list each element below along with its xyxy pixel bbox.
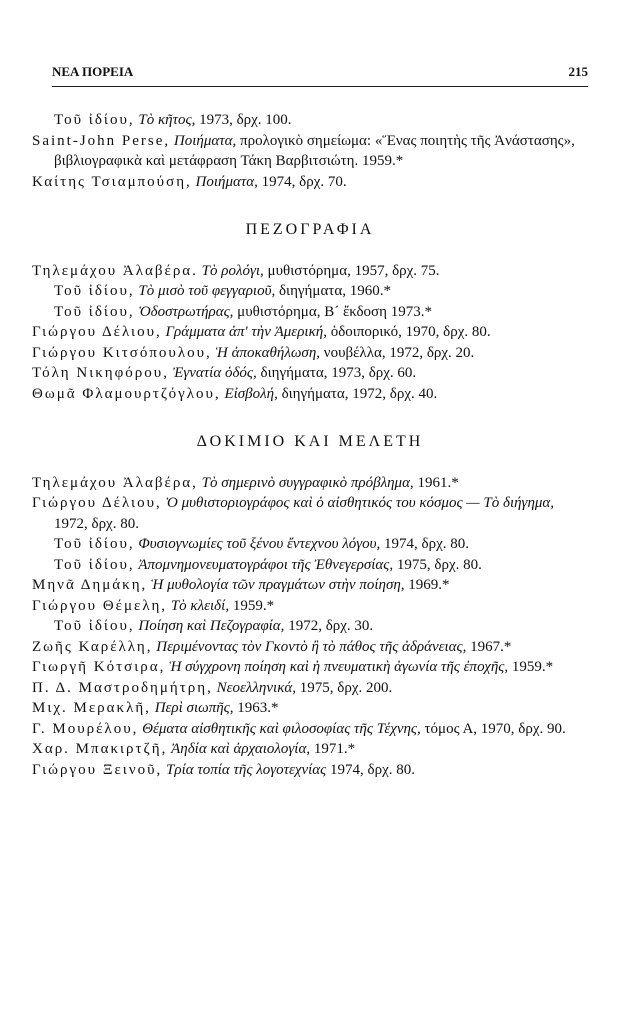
entry-title: Γράμματα ἀπ' τὴν Ἀμερική, xyxy=(165,324,327,340)
bibliography-entry xyxy=(32,110,588,131)
entry-title: Ἀηδία καὶ ἀρχαιολογία, xyxy=(171,741,311,757)
entry-details: 1959.* xyxy=(232,597,275,614)
bibliography-entry xyxy=(32,322,588,343)
entry-title: Τὸ μισὸ τοῦ φεγγαριοῦ, xyxy=(138,283,276,299)
entry-details: 1959.* xyxy=(511,659,554,675)
bibliography-entry xyxy=(32,261,588,282)
bibliography-entry xyxy=(32,760,588,781)
entry-author: Ζωῆς Καρέλλη, xyxy=(32,638,153,655)
bibliography-entry xyxy=(32,473,588,494)
entries-essay xyxy=(32,473,588,781)
entry-author: Μιχ. Μερακλῆ, xyxy=(32,700,151,716)
entry-author: Τοῦ ἰδίου, xyxy=(54,303,135,320)
entry-title: Τὸ κῆτος, xyxy=(138,112,196,128)
bibliography-entry xyxy=(32,719,588,740)
entry-details: 1972, δρχ. 80. xyxy=(54,515,139,532)
entry-details: διηγήματα, 1972, δρχ. 40. xyxy=(281,385,438,402)
entry-details: 1974, δρχ. 80. xyxy=(384,536,469,552)
entry-title: Ἡ μυθολογία τῶν πραγμάτων στὴν ποίηση, xyxy=(151,577,405,593)
entry-title: Ὁδοστρωτήρας, xyxy=(138,303,234,320)
entry-details: 1975, δρχ. 200. xyxy=(299,679,393,696)
entry-author: Τοῦ ἰδίου, xyxy=(54,536,135,552)
entry-title: Ποιήματα, xyxy=(173,132,237,149)
entry-title: Τὸ ρολόγι, xyxy=(201,262,264,279)
entry-author: Τοῦ ἰδίου, xyxy=(54,283,135,299)
entry-author: Γιώργου Δέλιου, xyxy=(32,495,162,511)
entries-prose xyxy=(32,261,588,405)
page-number: 215 xyxy=(568,64,588,79)
entry-author: Γιωργῆ Κότσιρα, xyxy=(32,659,166,675)
bibliography-entry xyxy=(32,555,588,576)
entry-title: Περιμένοντας τὸν Γκοντὸ ἢ τὸ πάθος τῆς ἀδράνειας, xyxy=(156,638,467,655)
bibliography-entry xyxy=(32,363,588,384)
entry-author: Χαρ. Μπακιρτζῆ, xyxy=(32,741,168,757)
entry-author: Γιώργου Κιτσόπουλου, xyxy=(32,344,212,361)
entry-author: Καίτης Τσιαμπούση, xyxy=(32,173,192,190)
entry-title: Τὸ κλειδί, xyxy=(170,597,230,614)
entry-details: 1961.* xyxy=(417,474,459,491)
entry-author: Τόλη Νικηφόρου, xyxy=(32,365,169,381)
entry-title: Τρία τοπία τῆς λογοτεχνίας xyxy=(166,761,327,778)
section-heading-prose: ΠΕΖΟΓΡΑΦΙΑ xyxy=(245,221,375,238)
entry-details: 1971.* xyxy=(313,741,356,757)
bibliography-entry xyxy=(32,131,588,172)
entry-details: 1967.* xyxy=(470,638,512,655)
entry-author: Θωμᾶ Φλαμουρτζόγλου, xyxy=(32,385,221,402)
entry-title: Ποίηση καὶ Πεζογραφία, xyxy=(138,618,285,634)
entry-details: 1972, δρχ. 30. xyxy=(288,618,374,634)
entry-title: Ἡ ἀποκαθήλωση, xyxy=(215,344,321,361)
entry-author: Τοῦ ἰδίου, xyxy=(54,556,135,573)
entry-title: Ὁ μυθιστοριογράφος καὶ ὁ αἰσθητικός του κόσμος — Τὸ διήγημα, xyxy=(165,495,555,511)
entry-details: διηγήματα, 1973, δρχ. 60. xyxy=(260,365,417,381)
entry-details: μυθιστόρημα, 1957, δρχ. 75. xyxy=(267,262,440,279)
entry-title: Εἰσβολή, xyxy=(224,385,278,402)
entry-details: μυθιστόρημα, Β´ ἔκδοση 1973.* xyxy=(237,303,432,320)
entry-details: τόμος Α, 1970, δρχ. 90. xyxy=(424,720,566,737)
journal-title: ΝΕΑ ΠΟΡΕΙΑ xyxy=(52,64,134,79)
bibliography-entry xyxy=(32,343,588,364)
entry-details: 1963.* xyxy=(237,700,279,716)
entry-details: 1974, δρχ. 70. xyxy=(261,173,347,190)
bibliography-entry xyxy=(32,172,588,193)
entry-title: Περὶ σιωπῆς, xyxy=(154,700,234,716)
entry-title: Τὸ σημερινὸ συγγραφικὸ πρόβλημα, xyxy=(201,474,414,491)
entry-details: νουβέλλα, 1972, δρχ. 20. xyxy=(323,344,475,361)
entry-details: 1969.* xyxy=(408,577,450,593)
entry-title: Θέματα αἰσθητικῆς καὶ φιλοσοφίας τῆς Τέχνης, xyxy=(142,720,421,737)
bibliography-entry xyxy=(32,384,588,405)
bibliography-entry xyxy=(32,616,588,637)
bibliography-entry xyxy=(32,596,588,617)
header-rule xyxy=(52,86,588,87)
bibliography-entry xyxy=(32,739,588,760)
entry-author: Τοῦ ἰδίου, xyxy=(54,618,135,634)
entry-details: 1975, δρχ. 80. xyxy=(396,556,482,573)
entry-author: Γιώργου Δέλιου, xyxy=(32,324,162,340)
entry-author: Μηνᾶ Δημάκη, xyxy=(32,577,148,593)
entry-author: Saint-John Perse, xyxy=(32,132,171,149)
bibliography-entry xyxy=(32,575,588,596)
bibliography-entry xyxy=(32,302,588,323)
bibliography-entry xyxy=(32,281,588,302)
entry-title: Ἡ σύγχρονη ποίηση καὶ ἡ πνευματικὴ ἀγωνία τῆς ἐποχῆς, xyxy=(169,659,509,675)
bibliography-entry xyxy=(32,698,588,719)
entry-title: Φυσιογνωμίες τοῦ ξένου ἔντεχνου λόγου, xyxy=(138,536,381,552)
bibliography-entry xyxy=(32,657,588,678)
bibliography-entry xyxy=(32,534,588,555)
entry-author: Γ. Μουρέλου, xyxy=(32,720,139,737)
entry-author: Π. Δ. Μαστροδημήτρη, xyxy=(32,679,213,696)
entry-author: Τοῦ ἰδίου, xyxy=(54,112,135,128)
entry-details: 1974, δρχ. 80. xyxy=(330,761,415,778)
entries-poetry xyxy=(32,110,588,192)
section-heading-essay: ΔΟΚΙΜΙΟ ΚΑΙ ΜΕΛΕΤΗ xyxy=(196,433,424,450)
entry-title: Ἀπομνημονευματογράφοι τῆς Ἐθνεγερσίας, xyxy=(138,556,394,573)
bibliography-entry xyxy=(32,678,588,699)
entry-author: Γιώργου Ξεινοῦ, xyxy=(32,761,163,778)
entry-author: Τηλεμάχου Ἀλαβέρα. xyxy=(32,262,198,279)
entry-title: Ἐγνατία ὁδός, xyxy=(172,365,257,381)
entry-details: διηγήματα, 1960.* xyxy=(278,283,391,299)
entry-author: Γιώργου Θέμελη, xyxy=(32,597,168,614)
bibliography-entry xyxy=(32,493,588,534)
entry-details: ὁδοιπορικό, 1970, δρχ. 80. xyxy=(330,324,491,340)
entry-author: Τηλεμάχου Ἀλαβέρα, xyxy=(32,474,198,491)
bibliography-entry xyxy=(32,637,588,658)
entry-title: Ποιήματα, xyxy=(195,173,258,190)
entry-details: προλογικὸ σημείωμα: «Ἕνας ποιητὴς τῆς Ἀνάστασης», βιβλιογραφικὰ καὶ μετάφραση Τάκη Βαρβιτσιώτη. 1959.* xyxy=(54,132,575,169)
page-body xyxy=(32,110,588,780)
entry-details: 1973, δρχ. 100. xyxy=(199,112,292,128)
entry-title: Νεοελληνικά, xyxy=(216,679,297,696)
